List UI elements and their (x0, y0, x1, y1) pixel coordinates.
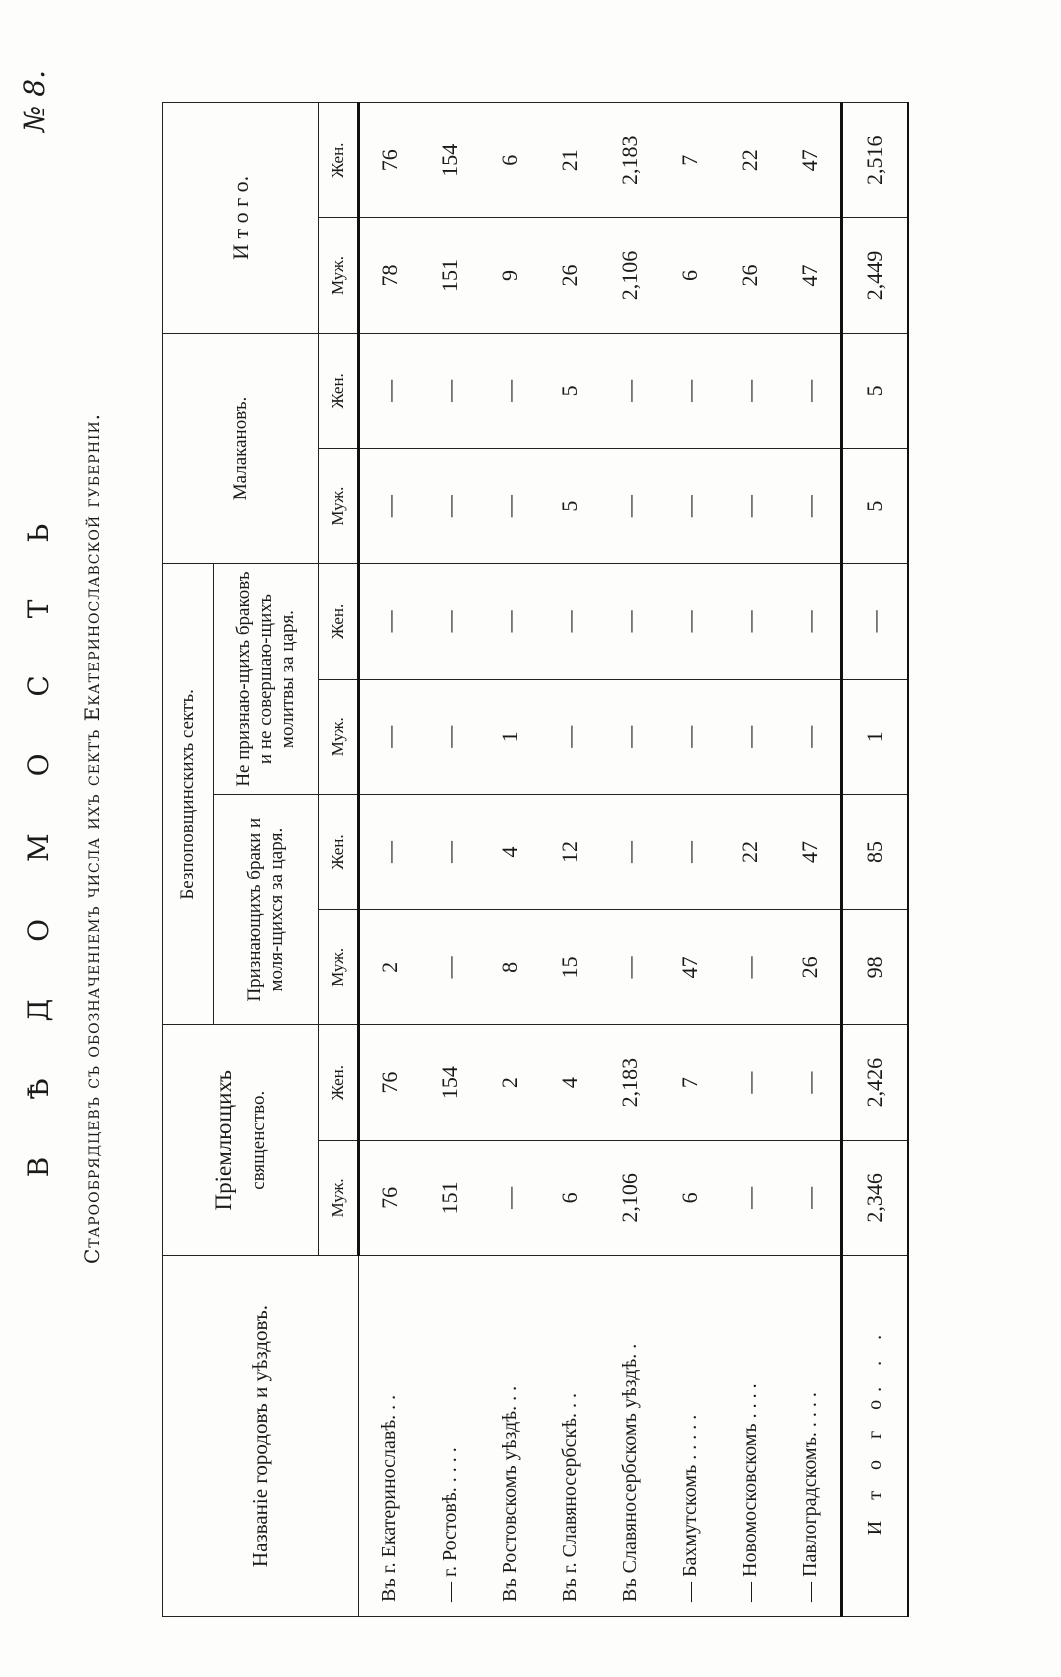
cell: — (720, 910, 780, 1025)
header-female-3: Жен. (319, 564, 359, 679)
header-male-5: Муж. (319, 218, 359, 333)
cell: 6 (660, 218, 720, 333)
cell: — (420, 333, 480, 448)
row-name: Въ г. Славяносербскѣ. . . (540, 1256, 600, 1617)
cell: 7 (660, 103, 720, 218)
cell: 76 (359, 1140, 421, 1255)
cell: 151 (420, 1140, 480, 1255)
header-female-1: Жен. (319, 1025, 359, 1140)
cell: 22 (720, 794, 780, 909)
total-cell: 1 (842, 679, 909, 794)
table-body (359, 103, 909, 1617)
cell: 26 (780, 910, 842, 1025)
table-row (359, 103, 421, 1617)
cell: 76 (359, 103, 421, 218)
cell: — (359, 679, 421, 794)
cell: 9 (480, 218, 540, 333)
cell: 26 (540, 218, 600, 333)
row-name: Въ Ростовскомъ уѣздѣ. . . (480, 1256, 540, 1617)
cell: 47 (780, 218, 842, 333)
cell: — (660, 564, 720, 679)
row-name: Въ г. Екатеринославѣ. . . (359, 1256, 421, 1617)
cell: — (480, 448, 540, 563)
cell: — (720, 333, 780, 448)
cell: 5 (540, 333, 600, 448)
cell: 6 (660, 1140, 720, 1255)
total-cell: 5 (842, 333, 909, 448)
cell: — (600, 794, 660, 909)
cell: — (780, 564, 842, 679)
cell: — (420, 679, 480, 794)
table-row (480, 103, 540, 1617)
cell: 2 (359, 910, 421, 1025)
cell: 151 (420, 218, 480, 333)
cell: 2 (480, 1025, 540, 1140)
cell: — (660, 448, 720, 563)
cell: — (720, 1025, 780, 1140)
table-row (600, 103, 660, 1617)
cell: 2,106 (600, 218, 660, 333)
header-malakans: Малакановъ. (163, 333, 319, 564)
cell: — (359, 333, 421, 448)
header-male-2: Муж. (319, 910, 359, 1025)
cell: 4 (480, 794, 540, 909)
document-subtitle: Старообрядцевъ съ обозначенiемъ числа ихъ сектъ Екатеринославской губернiи. (80, 412, 104, 1265)
cell: — (540, 564, 600, 679)
cell: — (480, 1140, 540, 1255)
header-accepting-marriage: Признающихъ браки и моля-щихся за царя. (214, 794, 319, 1025)
cell: 2,106 (600, 1140, 660, 1255)
document-title: В Ѣ Д О М О С Т Ь (22, 499, 55, 1178)
row-name: — Новомосковскомъ . . . . (720, 1256, 780, 1617)
cell: — (780, 1025, 842, 1140)
cell: — (600, 333, 660, 448)
total-row (842, 103, 909, 1617)
table-row (540, 103, 600, 1617)
cell: 5 (540, 448, 600, 563)
cell: 8 (480, 910, 540, 1025)
header-male-3: Муж. (319, 679, 359, 794)
cell: — (359, 564, 421, 679)
cell: — (359, 448, 421, 563)
header-total: И т о г о. (163, 103, 319, 334)
row-name: — г. Ростовѣ. . . . . (420, 1256, 480, 1617)
cell: 2,183 (600, 103, 660, 218)
cell: 7 (660, 1025, 720, 1140)
cell: 47 (660, 910, 720, 1025)
cell: — (720, 1140, 780, 1255)
cell: — (780, 448, 842, 563)
table-row (660, 103, 720, 1617)
table-header (163, 103, 359, 1617)
row-name: — Павлоградскомъ. . . . . (780, 1256, 842, 1617)
total-cell: 5 (842, 448, 909, 563)
cell: — (720, 448, 780, 563)
cell: 12 (540, 794, 600, 909)
cell: — (480, 564, 540, 679)
total-cell: 2,516 (842, 103, 909, 218)
row-name: — Бахмутскомъ . . . . . (660, 1256, 720, 1617)
header-not-accepting-marriage: Не признаю-щихъ браковъ и не совершаю-щихъ молитвы за царя. (214, 564, 319, 795)
cell: 22 (720, 103, 780, 218)
table-row (420, 103, 480, 1617)
cell: — (660, 333, 720, 448)
header-male-4: Муж. (319, 448, 359, 563)
cell: 26 (720, 218, 780, 333)
total-cell: 2,449 (842, 218, 909, 333)
header-svyashchenstvo: священство. (247, 1090, 269, 1190)
header-priemlyushchikh: Прiемлющихъ (211, 1070, 237, 1211)
header-female-4: Жен. (319, 333, 359, 448)
cell: — (660, 794, 720, 909)
header-female-2: Жен. (319, 794, 359, 909)
page-number: № 8. (18, 70, 51, 133)
cell: — (480, 333, 540, 448)
cell: 6 (480, 103, 540, 218)
cell: — (600, 448, 660, 563)
total-cell: 2,426 (842, 1025, 909, 1140)
header-female-5: Жен. (319, 103, 359, 218)
total-cell: — (842, 564, 909, 679)
cell: 15 (540, 910, 600, 1025)
cell: 1 (480, 679, 540, 794)
cell: 4 (540, 1025, 600, 1140)
cell: 47 (780, 103, 842, 218)
header-priestless-sects: Безпоповщинскихъ сектъ. (163, 564, 214, 1025)
table-row (720, 103, 780, 1617)
table-row (780, 103, 842, 1617)
row-name: Въ Славяносербскомъ уѣздѣ. . (600, 1256, 660, 1617)
cell: — (780, 333, 842, 448)
cell: — (420, 910, 480, 1025)
cell: — (780, 679, 842, 794)
total-cell: 98 (842, 910, 909, 1025)
cell: 2,183 (600, 1025, 660, 1140)
cell: 6 (540, 1140, 600, 1255)
header-place-name: Названiе городовъ и уѣздовъ. (163, 1256, 359, 1617)
cell: — (420, 794, 480, 909)
cell: 154 (420, 103, 480, 218)
cell: — (600, 910, 660, 1025)
total-cell: 85 (842, 794, 909, 909)
total-cell: 2,346 (842, 1140, 909, 1255)
cell: — (720, 679, 780, 794)
header-male-1: Муж. (319, 1140, 359, 1255)
cell: 78 (359, 218, 421, 333)
cell: — (780, 1140, 842, 1255)
header-priests-accepting (163, 1025, 319, 1256)
cell: — (540, 679, 600, 794)
cell: 21 (540, 103, 600, 218)
cell: — (660, 679, 720, 794)
cell: — (600, 564, 660, 679)
statistics-table (162, 102, 909, 1617)
cell: 47 (780, 794, 842, 909)
total-label: И т о г о. . . (842, 1256, 909, 1617)
cell: — (420, 564, 480, 679)
cell: — (420, 448, 480, 563)
cell: — (600, 679, 660, 794)
cell: — (359, 794, 421, 909)
cell: — (720, 564, 780, 679)
cell: 76 (359, 1025, 421, 1140)
cell: 154 (420, 1025, 480, 1140)
